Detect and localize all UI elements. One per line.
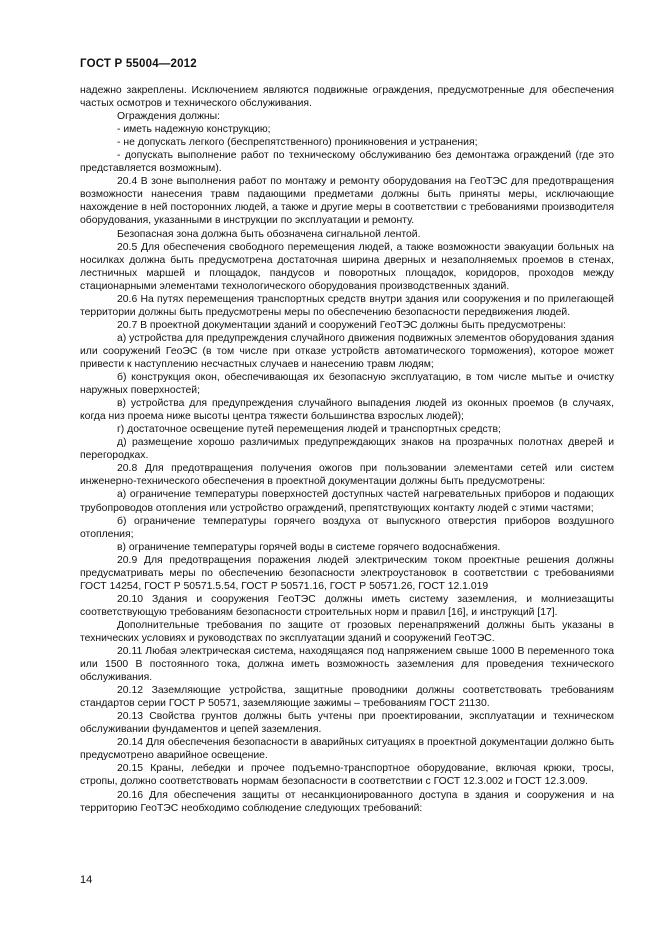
paragraph: в) устройства для предупреждения случайного выпадения людей из оконных проемов (в случаях, когда низ проема ниже высоты центра тяжести большинства взрослых людей); (80, 398, 614, 423)
paragraph: а) устройства для предупреждения случайного движения подвижных элементов оборудования здания или сооружений ГеоЭС (в том числе при отказе устройств автоматического торможения), которое может привести к наступлению несчастных случаев и нанесению травм людям; (80, 332, 614, 370)
paragraph: - не допускать легкого (беспрепятственного) проникновения и устранения; (117, 137, 478, 149)
paragraph: 20.6 На путях перемещения транспортных средств внутри здания или сооружения и по прилегающей территории должны быть предусмотрены меры по обеспечению безопасности передвижения людей. (80, 293, 614, 318)
paragraph: 20.7 В проектной документации зданий и сооружений ГеоТЭС должны быть предусмотрены: (117, 319, 567, 331)
paragraph: 20.9 Для предотвращения поражения людей электрическим током проектные решения должны предусматривать меры по обеспечению безопасности электроустановок в соответствии с требованиями ГОСТ 14254, ГОСТ Р 50571.5.54, ГОСТ Р 50571.16, ГОСТ Р 50571.26, ГОСТ 12.1.019 (80, 554, 614, 592)
paragraph: Ограждения должны: (117, 111, 220, 123)
paragraph: 20.14 Для обеспечения безопасности в аварийных ситуациях в проектной документации должно быть предусмотрено аварийное освещение. (80, 737, 614, 762)
paragraph: 20.11 Любая электрическая система, находящаяся под напряжением свыше 1000 В переменного тока или 1500 В постоянного тока, должна иметь возможность заземления для проведения технического обслуживания. (80, 646, 614, 684)
paragraph: а) ограничение температуры поверхностей доступных частей нагревательных приборов и подающих трубопроводов отопления или устройство ограждений, препятствующих контакту людей с этими частями; (80, 489, 614, 514)
paragraph: 20.4 В зоне выполнения работ по монтажу и ремонту оборудования на ГеоТЭС для предотвращения возможности нанесения травм падающими предметами должны быть приняты меры, исключающие нахождение в ней посторонних людей, а также и другие меры в соответствии с требованиями производителя оборудования, указанными в инструкции по эксплуатации и ремонту. (80, 176, 614, 227)
paragraph: г) достаточное освещение путей перемещения людей и транспортных средств; (117, 424, 501, 436)
paragraph: 20.10 Здания и сооружения ГеоТЭС должны иметь систему заземления, и молниезащиты соответствующую требованиям безопасности строительных норм и правил [16], и инструкций [17]. (80, 593, 614, 618)
document-body (80, 84, 614, 815)
paragraph: б) ограничение температуры горячего воздуха от выпускного отверстия приборов воздушного отопления; (80, 515, 614, 540)
paragraph: 20.8 Для предотвращения получения ожогов при пользовании элементами сетей или систем инженерно-технического обеспечения в проектной документации должны быть предусмотрены: (80, 463, 614, 488)
paragraph: д) размещение хорошо различимых предупреждающих знаков на прозрачных полотнах дверей и перегородках. (80, 437, 614, 462)
paragraph: Безопасная зона должна быть обозначена сигнальной лентой. (117, 228, 421, 240)
paragraph: - допускать выполнение работ по техническому обслуживанию без демонтажа ограждений (где это представляется возможным). (80, 150, 614, 175)
paragraph: - иметь надежную конструкцию; (117, 124, 271, 136)
paragraph: 20.15 Краны, лебедки и прочее подъемно-транспортное оборудование, включая крюки, тросы, стропы, должно соответствовать нормам безопасности в соответствии с ГОСТ 12.3.002 и ГОСТ 12.3.009. (80, 763, 614, 788)
paragraph: Дополнительные требования по защите от грозовых перенапряжений должны быть указаны в технических условиях и руководствах по эксплуатации зданий и сооружений ГеоТЭС. (80, 619, 614, 644)
document-header: ГОСТ Р 55004—2012 (80, 58, 197, 70)
paragraph: 20.12 Заземляющие устройства, защитные проводники должны соответствовать требованиям стандартов серии ГОСТ Р 50571, заземляющие зажимы – требованиям ГОСТ 21130. (80, 685, 614, 710)
paragraph: 20.13 Свойства грунтов должны быть учтены при проектировании, эксплуатации и техническом обслуживании фундаментов и цепей заземления. (80, 711, 614, 736)
paragraph: в) ограничение температуры горячей воды в системе горячего водоснабжения. (117, 541, 501, 553)
page-number: 14 (80, 874, 93, 886)
paragraph: б) конструкция окон, обеспечивающая их безопасную эксплуатацию, в том числе мытье и очистку наружных поверхностей; (80, 372, 614, 397)
paragraph: 20.16 Для обеспечения защиты от несанкционированного доступа в здания и сооружения и на территорию ГеоТЭС необходимо соблюдение следующих требований: (80, 789, 614, 814)
paragraph: надежно закреплены. Исключением являются подвижные ограждения, предусмотренные для обеспечения частых осмотров и технического обслуживания. (80, 85, 614, 110)
paragraph: 20.5 Для обеспечения свободного перемещения людей, а также возможности эвакуации больных на носилках должна быть предусмотрена достаточная ширина дверных и незаполняемых проемов в стенах, лестничных маршей и площадок, пандусов и поворотных площадок, коридоров, проходов между стационарными элементами технологического оборудования производственных зданий. (80, 241, 614, 292)
